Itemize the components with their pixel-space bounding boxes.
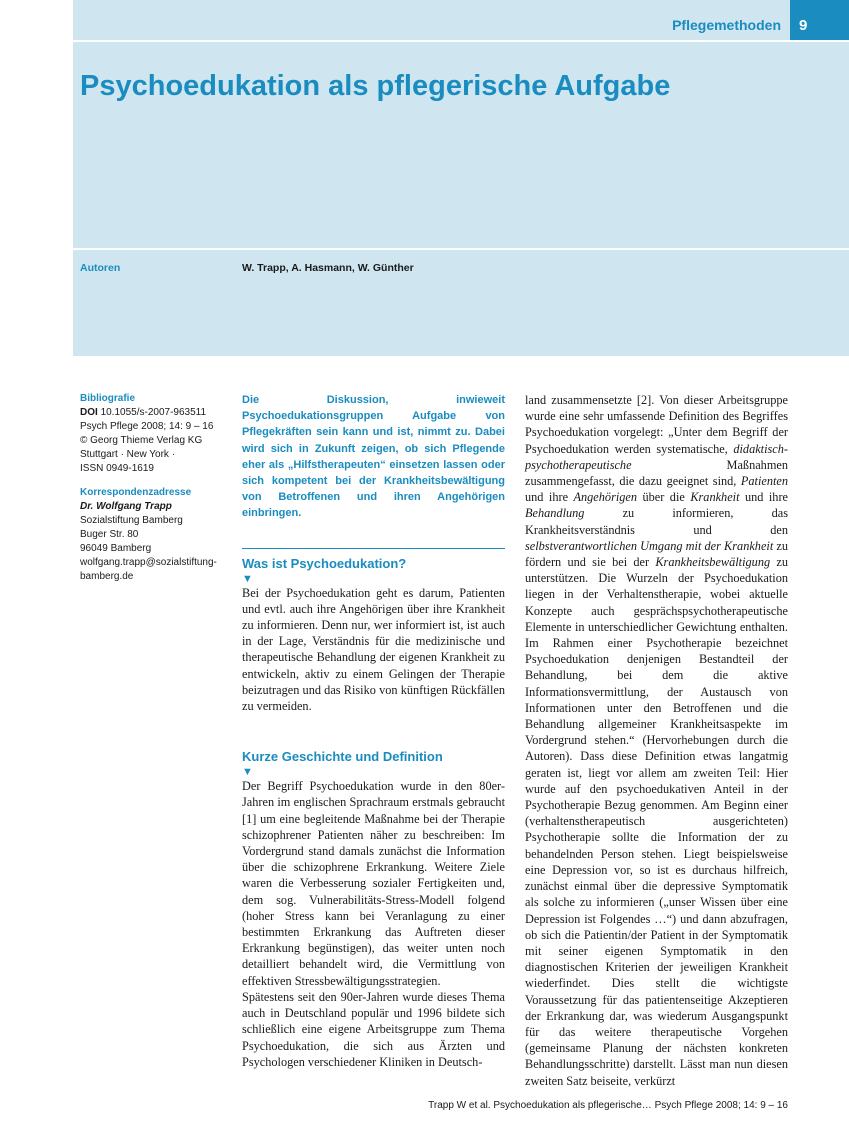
author-band (73, 250, 849, 356)
section-heading: Kurze Geschichte und Definition (242, 749, 443, 765)
abstract: Die Diskussion, inwieweit Psychoedukationsgruppen Aufgabe von Pflegekräften sein kann und ist, nimmt zu. Dabei wird sich in Zukunft zeigen, ob sich Pflegende eher als „Hilfstherapeuten“ einsetzen lassen oder sich kompetent bei der Krankheitsbewältigung von Betroffenen und ihren Angehörigen einbringen. (242, 394, 505, 520)
correspondent-email-1[interactable]: wolfgang.trapp@sozialstiftung- (80, 557, 217, 568)
metadata-sidebar (80, 392, 230, 584)
bibliography-heading: Bibliografie (80, 393, 136, 404)
paragraph: Spätestens seit den 90er-Jahren wurde dieses Thema auch in Deutschland populär und 1996 bildete sich schließlich eine eigene Arbeitsgruppe zum Thema Psychoedukation, die sich aus Ärzten und Psychologen verschiedener Kliniken in Deutsch- (242, 989, 505, 1069)
text-column-1 (242, 392, 505, 1070)
title-band (73, 42, 849, 248)
paragraph: land zusammensetzte [2]. Von dieser Arbeitsgruppe wurde eine sehr umfassende Definition des Begriffes Psychoedukation vorgelegt: „Unter dem Begriff der Psychoedukation werden systematische, didaktisch-psychotherapeutische Maßnahmen zusammengefasst, die dazu geeignet sind, Patienten und ihre Angehörigen über die Krankheit und ihre Behandlung zu informieren, das Krankheitsverständnis und den selbstverantwortlichen Umgang mit der Krankheit zu fördern und sie bei der Krankheitsbewältigung zu unterstützen. Die Wurzeln der Psychoedukation liegen in der Verhaltenstherapie, wobei aktuelle Konzepte auch gesprächspsychotherapeutische Elemente in unterschiedlicher Gewichtung enthalten. Im Rahmen einer Psychotherapie bezeichnet Psychoedukation denjenigen Bestandteil der Behandlung, bei dem die aktive Informationsvermittlung, der Austausch von Informationen unter den Betroffenen und die Behandlung allgemeiner Krankheitsaspekte im Vordergrund stehen.“ (Hervorhebungen durch die Autoren). Dass diese Definition etwas langatmig geraten ist, liegt vor allem am zweiten Teil: Hier wurde auf den psychoedukativen Anteil in der Psychotherapie Bezug genommen. Am Beginn einer (verhaltenstherapeutisch ausgerichteten) Psychotherapie sollte die Information der zu behandelnden Person stehen. Liegt beispielsweise eine Depression vor, so ist es durchaus hilfreich, zunächst einmal über die depressive Symptomatik als solche zu informieren („unser Wissen über eine Depression ist Folgendes …“) und dann abzufragen, ob sich die Patientin/der Patient in der Symptomatik mit seiner eigenen Symptomatik in den diagnostischen Kriterien der jeweiligen Krankheit wiederfindet. Dies stellt die wichtigste Voraussetzung für das patientenseitige Akzeptieren der Erkrankung dar, was wiederum Ausgangspunkt für das weitere therapeutische Vorgehen (gemeinsame Planung der nächsten konkreten Behandlungsschritte) darstellt. Lässt man nun diesen zweiten Satz beiseite, verkürzt (525, 393, 788, 1088)
authors-names: W. Trapp, A. Hasmann, W. Günther (242, 262, 414, 274)
paragraph: Bei der Psychoedukation geht es darum, Patienten und evtl. auch ihre Angehörigen über ihre Krankheit zu informieren. Denn nur, wer informiert ist, ist auch in der Lage, Verständnis für die medizinische und therapeutische Behandlung der eigenen Krankheit zu entwickeln, aktiv zu einem Gelingen der Therapie beizutragen und das Risiko von künftigen Rückfällen zu vermeiden. (242, 585, 505, 714)
triangle-marker-icon: ▼ (242, 766, 253, 779)
triangle-marker-icon: ▼ (242, 572, 253, 585)
text-column-2 (525, 392, 788, 1089)
copyright: © Georg Thieme Verlag KG (80, 435, 203, 446)
publisher-place: Stuttgart · New York · (80, 449, 176, 460)
running-header (73, 0, 849, 40)
correspondent-city: 96049 Bamberg (80, 543, 152, 554)
paragraph: Der Begriff Psychoedukation wurde in den 80er-Jahren im englischen Sprachraum erstmals gebraucht [1] um eine begleitende Maßnahme bei der Therapie schizophrener Patienten näher zu beschreiben: Im Vordergrund stand damals zunächst die Information über die schizophrene Erkrankung. Weitere Ziele waren die Verbesserung sozialer Fertigkeiten und, dem sog. Vulnerabilitäts-Stress-Modell folgend (hoher Stress kann bei Veranlagung zu einer bestimmten Erkrankung das Auftreten dieser Erkrankung begünstigen), das weiter unten noch detailliert behandelt wird, die Vermittlung von effektiven Stressbewältigungsstrategien. (242, 779, 505, 988)
section-heading: Was ist Psychoedukation? (242, 555, 407, 571)
section-label: Pflegemethoden (672, 17, 781, 33)
correspondent-name: Dr. Wolfgang Trapp (80, 501, 172, 512)
correspondent-org: Sozialstiftung Bamberg (80, 515, 183, 526)
issn: ISSN 0949-1619 (80, 463, 154, 474)
correspondent-street: Buger Str. 80 (80, 529, 139, 540)
journal-ref: Psych Pflege 2008; 14: 9 – 16 (80, 421, 214, 432)
page-number: 9 (790, 0, 849, 40)
correspondence-heading: Korrespondenzadresse (80, 487, 192, 498)
footer-citation: Trapp W et al. Psychoedukation als pflegerische… Psych Pflege 2008; 14: 9 – 16 (428, 1100, 788, 1111)
doi-line (80, 406, 230, 420)
section-divider (242, 548, 505, 549)
article-title: Psychoedukation als pflegerische Aufgabe (80, 70, 671, 102)
doi-label: DOI (80, 407, 98, 418)
correspondent-email-2[interactable]: bamberg.de (80, 571, 134, 582)
authors-label: Autoren (80, 262, 121, 274)
doi-value[interactable]: 10.1055/s-2007-963511 (100, 407, 207, 418)
